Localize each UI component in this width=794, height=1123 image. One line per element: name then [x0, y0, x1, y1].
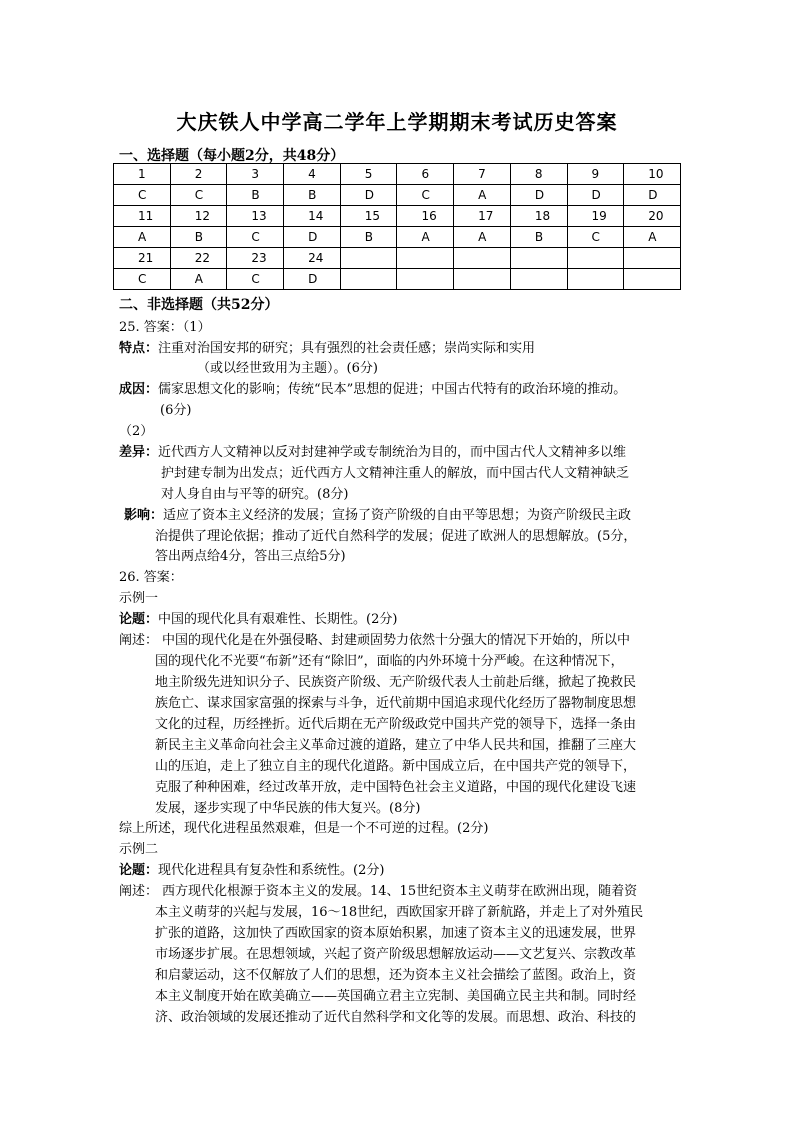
table-cell: 11	[114, 206, 171, 227]
table-cell: 20	[624, 206, 681, 227]
argue2_lines-line: 本主义萌芽的兴起与发展，16～18世纪，西欧国家开辟了新航路，并走上了对外殖民	[155, 905, 644, 920]
table-cell: A	[397, 227, 454, 248]
table-cell: 12	[170, 206, 227, 227]
q25-diff-line1	[119, 441, 626, 460]
table-cell: C	[114, 269, 171, 290]
impact-text-3: 答出两点给4分，答出三点给5分)	[155, 549, 346, 564]
table-cell	[397, 269, 454, 290]
table-cell: D	[340, 185, 397, 206]
table-cell: 6	[397, 164, 454, 185]
argue2_lines-line: 济、政治领域的发展还推动了近代自然科学和文化等的发展。而思想、政治、科技的	[155, 1010, 637, 1025]
table-cell: B	[170, 227, 227, 248]
argue2_lines-line: 扩张的道路，这加快了西欧国家的资本原始积累，加速了资本主义的迅速发展，世界	[155, 926, 637, 941]
causes-text-2: (6分)	[160, 403, 192, 418]
thesis1-line	[119, 608, 397, 627]
impact-text-2: 治提供了理论依据；推动了近代自然科学的发展；促进了欧洲人的思想解放。(5分，	[155, 529, 637, 544]
example2-heading: 示例二	[119, 842, 159, 857]
table-row	[114, 269, 681, 290]
q25-impact-line1	[124, 504, 631, 523]
table-cell: C	[397, 185, 454, 206]
table-cell: D	[567, 185, 624, 206]
argue2_lines-line: 本主义制度开始在欧美确立——英国确立君主立宪制、美国确立民主共和制。同时经	[155, 989, 637, 1004]
impact-text-1: 适应了资本主义经济的发展；宣扬了资产阶级的自由平等思想；为资产阶级民主政	[163, 508, 632, 523]
q25-features-line1	[119, 337, 535, 356]
table-cell: B	[284, 185, 341, 206]
table-cell	[454, 269, 511, 290]
table-cell: 9	[567, 164, 624, 185]
diff-text-3: 对人身自由与平等的研究。(8分)	[161, 487, 349, 502]
thesis2-line	[119, 859, 384, 878]
table-cell	[567, 248, 624, 269]
table-cell: B	[510, 227, 567, 248]
table-row	[114, 227, 681, 248]
causes-label: 成因：	[119, 382, 159, 397]
features-text-1: 注重对治国安邦的研究；具有强烈的社会责任感；崇尚实际和实用	[158, 341, 536, 356]
argue2_lines-line: 西方现代化根源于资本主义的发展。14、15世纪资本主义萌芽在欧洲出现，随着资	[162, 884, 638, 899]
table-cell: 10	[624, 164, 681, 185]
table-cell: D	[624, 185, 681, 206]
argue2-label: 阐述：	[119, 884, 159, 899]
table-cell: D	[510, 185, 567, 206]
diff-text-2: 护封建专制为出发点；近代西方人文精神注重人的解放，而中国古代人文精神缺乏	[161, 466, 630, 481]
argue1_lines-line: 发展，逐步实现了中华民族的伟大复兴。(8分)	[155, 801, 421, 816]
table-cell: 14	[284, 206, 341, 227]
table-cell: 19	[567, 206, 624, 227]
argue1_lines-line: 族危亡、谋求国家富强的探索与斗争，近代前期中国追求现代化经历了器物制度思想	[155, 696, 637, 711]
table-cell: 3	[227, 164, 284, 185]
table-row	[114, 248, 681, 269]
table-cell: D	[284, 227, 341, 248]
thesis1-text: 中国的现代化具有艰难性、长期性。(2分)	[158, 612, 398, 627]
table-cell	[567, 269, 624, 290]
table-cell: 1	[114, 164, 171, 185]
diff-text-1: 近代西方人文精神以反对封建神学或专制统治为目的，而中国古代人文精神多以维	[158, 445, 627, 460]
q25-part2: （2）	[119, 424, 154, 439]
argue1-label: 阐述：	[119, 633, 159, 648]
table-cell: A	[170, 269, 227, 290]
argue1_lines-line: 地主阶级先进知识分子、民族资产阶级、无产阶级代表人士前赴后继，掀起了挽救民	[155, 675, 637, 690]
q26-heading: 26. 答案：	[119, 570, 183, 585]
section-choice-heading: 一、选择题（每小题2分，共48分）	[119, 148, 345, 164]
table-cell: C	[114, 185, 171, 206]
table-cell: B	[340, 227, 397, 248]
page-title: 大庆铁人中学高二学年上学期期末考试历史答案	[176, 110, 618, 134]
table-cell: 17	[454, 206, 511, 227]
table-cell: A	[454, 227, 511, 248]
table-cell: 2	[170, 164, 227, 185]
table-cell: 21	[114, 248, 171, 269]
table-cell: 13	[227, 206, 284, 227]
table-cell	[397, 248, 454, 269]
example1-heading: 示例一	[119, 591, 159, 606]
diff-label: 差异：	[119, 445, 159, 460]
argue2_lines-line: 市场逐步扩展。在思想领域，兴起了资产阶级思想解放运动——文艺复兴、宗教改革	[155, 947, 637, 962]
argue1_lines-line: 文化的过程，历经挫折。近代后期在无产阶级政党中国共产党的领导下，选择一条由	[155, 717, 637, 732]
table-cell: 8	[510, 164, 567, 185]
impact-label: 影响：	[124, 508, 164, 523]
answer-table	[113, 163, 681, 290]
table-cell	[510, 269, 567, 290]
argue1_lines-line: 山的压迫，走上了独立自主的现代化道路。新中国成立后，在中国共产党的领导下，	[155, 759, 637, 774]
argue2_lines-line: 和启蒙运动，这不仅解放了人们的思想，还为资本主义社会描绘了蓝图。政治上，资	[155, 968, 637, 983]
table-cell: C	[567, 227, 624, 248]
table-cell: C	[227, 269, 284, 290]
argue1_lines-line: 克服了种种困难，经过改革开放，走中国特色社会主义道路，中国的现代化建设飞速	[155, 780, 637, 795]
causes-text-1: 儒家思想文化的影响；传统“民本”思想的促进；中国古代特有的政治环境的推动。	[158, 382, 627, 397]
table-cell: 16	[397, 206, 454, 227]
table-cell: 7	[454, 164, 511, 185]
features-label: 特点：	[119, 341, 159, 356]
table-cell	[624, 248, 681, 269]
q25-causes-line1	[119, 378, 626, 397]
table-cell: 4	[284, 164, 341, 185]
table-cell: D	[284, 269, 341, 290]
thesis1-label: 论题：	[119, 612, 159, 627]
conclusion1: 综上所述，现代化进程虽然艰难，但是一个不可逆的过程。(2分)	[119, 821, 489, 836]
features-text-2: （或以经世致用为主题）。(6分)	[197, 361, 378, 376]
argue1_lines-line: 国的现代化不光要“布新”还有“除旧”，面临的内外环境十分严峻。在这种情况下，	[155, 654, 624, 669]
table-cell: 23	[227, 248, 284, 269]
table-cell	[340, 269, 397, 290]
q25-heading: 25. 答案：（1）	[119, 320, 211, 335]
table-cell: 22	[170, 248, 227, 269]
table-cell: A	[114, 227, 171, 248]
table-cell	[454, 248, 511, 269]
table-cell: 15	[340, 206, 397, 227]
thesis2-text: 现代化进程具有复杂性和系统性。(2分)	[158, 863, 385, 878]
table-cell: A	[454, 185, 511, 206]
table-cell: A	[624, 227, 681, 248]
table-cell: C	[227, 227, 284, 248]
table-cell	[340, 248, 397, 269]
table-cell: C	[170, 185, 227, 206]
table-row	[114, 185, 681, 206]
table-cell	[624, 269, 681, 290]
thesis2-label: 论题：	[119, 863, 159, 878]
table-cell: B	[227, 185, 284, 206]
table-cell: 18	[510, 206, 567, 227]
section-nonchoice-heading: 二、非选择题（共52分）	[119, 297, 279, 313]
table-cell: 5	[340, 164, 397, 185]
argue1_lines-line: 中国的现代化是在外强侵略、封建顽固势力依然十分强大的情况下开始的，所以中	[162, 633, 631, 648]
argue1_lines-line: 新民主主义革命向社会主义革命过渡的道路，建立了中华人民共和国，推翻了三座大	[155, 738, 637, 753]
table-row	[114, 206, 681, 227]
table-cell	[510, 248, 567, 269]
table-row	[114, 164, 681, 185]
table-cell: 24	[284, 248, 341, 269]
